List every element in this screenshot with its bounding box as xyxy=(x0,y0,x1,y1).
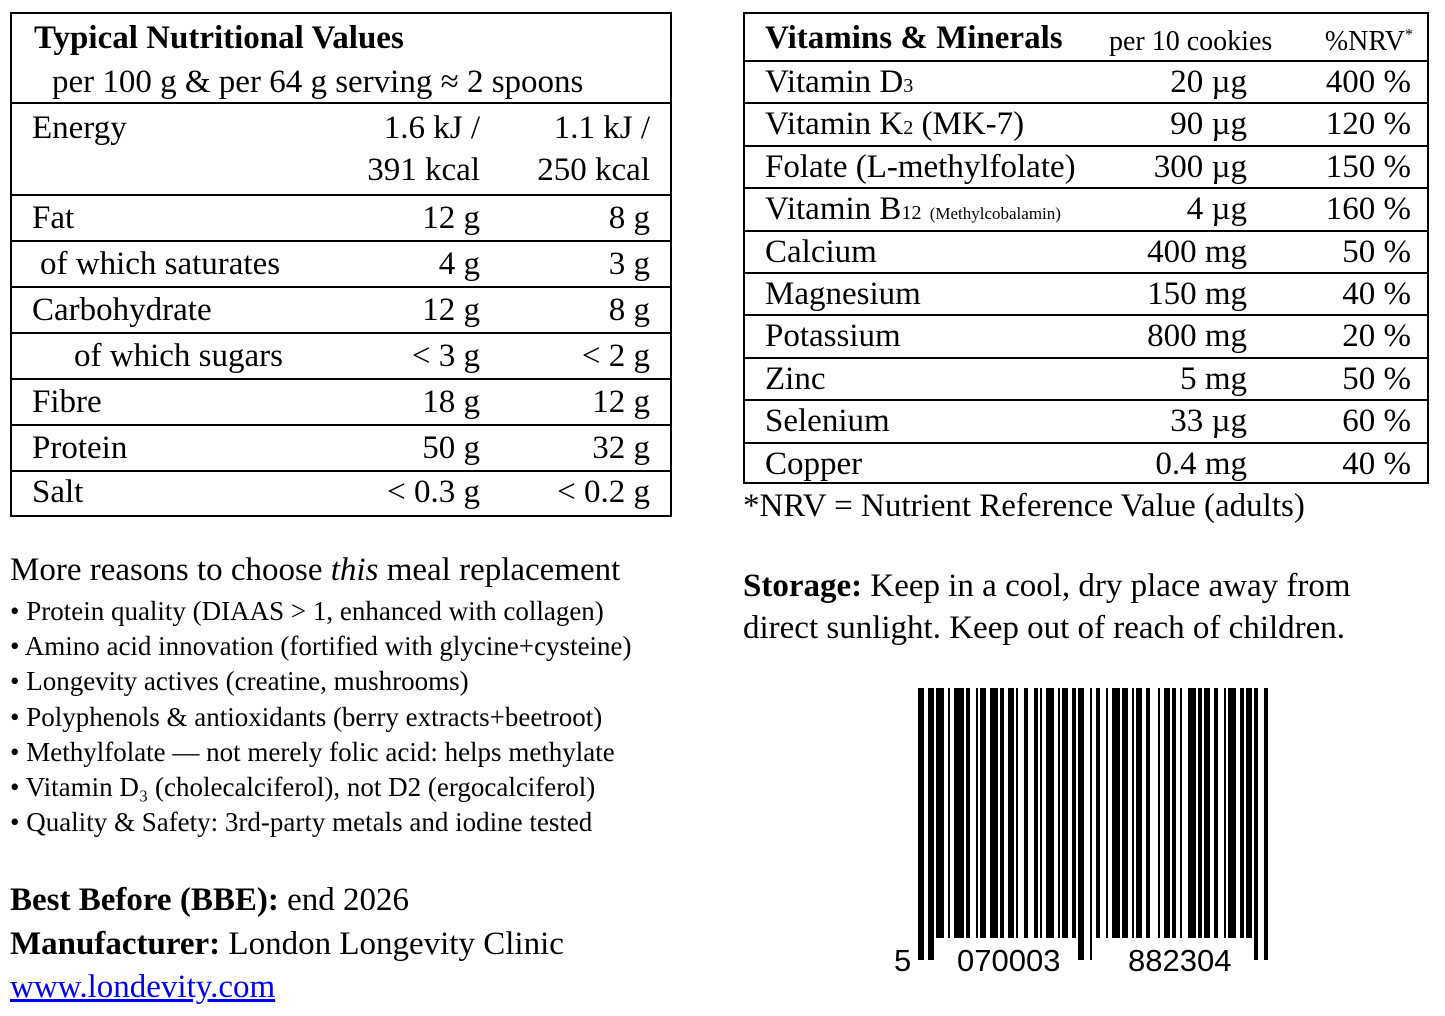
barcode-bar xyxy=(1078,688,1084,960)
website-link[interactable]: www.londevity.com xyxy=(10,969,276,1005)
energy-serving-kj: 1.1 kJ / xyxy=(553,110,650,146)
barcode-bar xyxy=(976,688,978,938)
table-row xyxy=(12,334,670,380)
nutrient-amount: 150 mg xyxy=(1147,275,1247,312)
table-row xyxy=(12,472,670,518)
list-item: • Longevity actives (creatine, mushrooms) xyxy=(10,666,469,697)
reasons-list xyxy=(10,594,632,840)
nutrient-nrv: 60 % xyxy=(1342,403,1411,440)
nutrient-nrv: 50 % xyxy=(1342,233,1411,270)
row-label: Fibre xyxy=(32,384,102,420)
barcode-bar xyxy=(1188,688,1196,938)
nutrient-amount: 20 µg xyxy=(1170,64,1247,100)
barcode-bar xyxy=(1034,688,1038,938)
barcode-bar xyxy=(1246,688,1252,938)
barcode-bar xyxy=(1058,688,1060,938)
nutrient-name: Copper xyxy=(765,445,863,482)
list-item: • Polyphenols & antioxidants (berry extracts+beetroot) xyxy=(10,701,603,732)
barcode-bars xyxy=(918,688,1268,960)
reasons-title: More reasons to choose this meal replacement xyxy=(10,552,621,588)
barcode-bar xyxy=(918,688,924,960)
nutrient-amount: 300 µg xyxy=(1153,148,1247,185)
barcode-first-digit: 5 xyxy=(894,943,912,978)
per100-value: 12 g xyxy=(422,292,480,328)
serving-value: 3 g xyxy=(608,246,650,282)
nutrient-nrv: 160 % xyxy=(1325,191,1411,228)
barcode-bar xyxy=(980,688,986,938)
table-row xyxy=(745,147,1427,189)
nutrient-name: Zinc xyxy=(765,360,826,397)
serving-value: < 0.2 g xyxy=(557,474,650,510)
barcode-bar xyxy=(1046,688,1054,938)
barcode-bar xyxy=(1090,688,1092,960)
barcode-bar xyxy=(1024,688,1028,938)
barcode-bar xyxy=(1016,688,1018,938)
list-item: • Protein quality (DIAAS > 1, enhanced with collagen) xyxy=(10,596,604,626)
nutrient-name: Potassium xyxy=(765,318,901,355)
vitamins-title: Vitamins & Minerals xyxy=(765,20,1063,56)
vitamins-rows xyxy=(745,62,1427,486)
per100-value: 12 g xyxy=(422,200,480,236)
barcode-bar xyxy=(1008,688,1014,938)
barcode-bar xyxy=(1122,688,1128,938)
barcode-bar xyxy=(1096,688,1100,938)
nutrient-nrv: 40 % xyxy=(1342,445,1411,482)
table-row xyxy=(745,189,1427,231)
barcode-bar xyxy=(1000,688,1004,938)
barcode-bar xyxy=(1040,688,1042,938)
row-label: Carbohydrate xyxy=(32,292,212,328)
barcode-bar xyxy=(1106,688,1108,938)
list-item: • Amino acid innovation (fortified with glycine+cysteine) xyxy=(10,631,632,662)
table-row xyxy=(12,426,670,472)
storage-label: Storage: xyxy=(743,568,863,604)
barcode-bar xyxy=(1072,688,1076,938)
energy-per100-kcal: 391 kcal xyxy=(367,152,480,188)
serving-value: 32 g xyxy=(592,430,650,466)
barcode-bar xyxy=(936,688,944,938)
nutrition-title: Typical Nutritional Values xyxy=(34,20,404,56)
barcode xyxy=(890,688,1280,978)
barcode-bar xyxy=(1180,688,1182,938)
barcode-bar xyxy=(948,688,950,938)
nutrition-header xyxy=(12,14,670,104)
table-row xyxy=(745,62,1427,104)
barcode-bar xyxy=(990,688,998,938)
nrv-footnote: *NRV = Nutrient Reference Value (adults) xyxy=(743,488,1305,524)
nutrient-amount: 90 µg xyxy=(1170,106,1247,143)
vitamins-header xyxy=(745,14,1427,62)
nutrient-nrv: 50 % xyxy=(1342,360,1411,397)
barcode-bar xyxy=(1062,688,1068,938)
row-label: Energy xyxy=(32,110,127,146)
barcode-bar xyxy=(1264,688,1268,960)
per100-value: < 3 g xyxy=(411,338,480,374)
barcode-bar xyxy=(1112,688,1120,938)
nutrition-table xyxy=(10,12,672,517)
barcode-bar xyxy=(1172,688,1176,938)
table-row xyxy=(745,316,1427,358)
nutrient-amount: 400 mg xyxy=(1147,233,1247,270)
barcode-right-digits: 882304 xyxy=(1128,943,1232,978)
table-row xyxy=(745,232,1427,274)
vitamins-per: per 10 cookies xyxy=(1109,26,1273,57)
nutrition-row-energy xyxy=(12,104,670,196)
nutrient-amount: 5 mg xyxy=(1180,360,1247,397)
energy-per100-kj: 1.6 kJ / xyxy=(383,110,480,146)
list-item: • Methylfolate — not merely folic acid: helps methylate xyxy=(10,736,615,767)
nutrient-amount: 800 mg xyxy=(1147,318,1247,355)
storage-note xyxy=(743,565,1433,649)
row-label: of which saturates xyxy=(40,246,281,282)
table-row xyxy=(12,242,670,288)
nutrient-name: Calcium xyxy=(765,233,877,270)
nutrition-subtitle: per 100 g & per 64 g serving ≈ 2 spoons xyxy=(52,64,584,100)
nutrient-name: Vitamin D3 xyxy=(765,64,914,100)
table-row xyxy=(745,444,1427,486)
barcode-bar xyxy=(1240,688,1244,938)
nrv-header: %NRV* xyxy=(1324,26,1413,57)
per100-value: 50 g xyxy=(422,430,480,466)
barcode-bar xyxy=(1224,688,1226,938)
serving-value: 12 g xyxy=(592,384,650,420)
row-label: of which sugars xyxy=(74,338,283,374)
barcode-bar xyxy=(928,688,934,960)
barcode-bar xyxy=(1214,688,1218,938)
barcode-bar xyxy=(966,688,970,938)
list-item: • Quality & Safety: 3rd-party metals and iodine tested xyxy=(10,807,593,838)
list-item: • Vitamin D₃ (cholecalciferol), not D2 (ergocalciferol) xyxy=(10,772,596,803)
energy-serving-kcal: 250 kcal xyxy=(537,152,650,188)
barcode-bar xyxy=(1132,688,1134,938)
nutrient-name: Folate (L-methylfolate) xyxy=(765,148,1076,185)
vitamins-table xyxy=(743,12,1429,484)
barcode-bar xyxy=(954,688,964,938)
barcode-left-digits: 070003 xyxy=(957,943,1061,978)
barcode-bar xyxy=(1136,688,1142,938)
serving-value: 8 g xyxy=(608,292,650,328)
barcode-bar xyxy=(1228,688,1236,938)
nutrient-name: Vitamin K2 (MK-7) xyxy=(765,106,1025,143)
nutrient-amount: 0.4 mg xyxy=(1155,445,1247,482)
nutrient-nrv: 40 % xyxy=(1342,275,1411,312)
nutrient-name: Selenium xyxy=(765,403,890,440)
nutrient-nrv: 20 % xyxy=(1342,318,1411,355)
table-row xyxy=(745,401,1427,443)
serving-value: < 2 g xyxy=(581,338,650,374)
nutrient-nrv: 400 % xyxy=(1325,64,1411,100)
nutrient-amount: 4 µg xyxy=(1186,191,1247,228)
barcode-bar xyxy=(1254,688,1258,960)
table-row xyxy=(745,274,1427,316)
storage-text: Keep in a cool, dry place away from direct sunlight. Keep out of reach of children. xyxy=(743,568,1351,646)
table-row xyxy=(12,196,670,242)
barcode-bar xyxy=(1164,688,1170,938)
serving-value: 8 g xyxy=(608,200,650,236)
manufacturer: Manufacturer: London Longevity Clinic xyxy=(10,926,564,962)
table-row xyxy=(745,104,1427,146)
barcode-bar xyxy=(1198,688,1202,938)
per100-value: 4 g xyxy=(438,246,480,282)
barcode-bar xyxy=(1204,688,1210,938)
nutrient-name: Vitamin B12 (Methylcobalamin) xyxy=(765,191,1061,228)
nutrient-nrv: 120 % xyxy=(1325,106,1411,143)
table-row xyxy=(12,380,670,426)
per100-value: < 0.3 g xyxy=(387,474,480,510)
table-row xyxy=(745,359,1427,401)
row-label: Protein xyxy=(32,430,128,466)
nutrient-name: Magnesium xyxy=(765,275,921,312)
per100-value: 18 g xyxy=(422,384,480,420)
row-label: Salt xyxy=(32,474,84,510)
nutrient-nrv: 150 % xyxy=(1325,148,1411,185)
nutrient-amount: 33 µg xyxy=(1170,403,1247,440)
table-row xyxy=(12,288,670,334)
barcode-bar xyxy=(1146,688,1150,938)
barcode-bar xyxy=(1158,688,1160,938)
row-label: Fat xyxy=(32,200,75,236)
best-before: Best Before (BBE): end 2026 xyxy=(10,882,409,918)
